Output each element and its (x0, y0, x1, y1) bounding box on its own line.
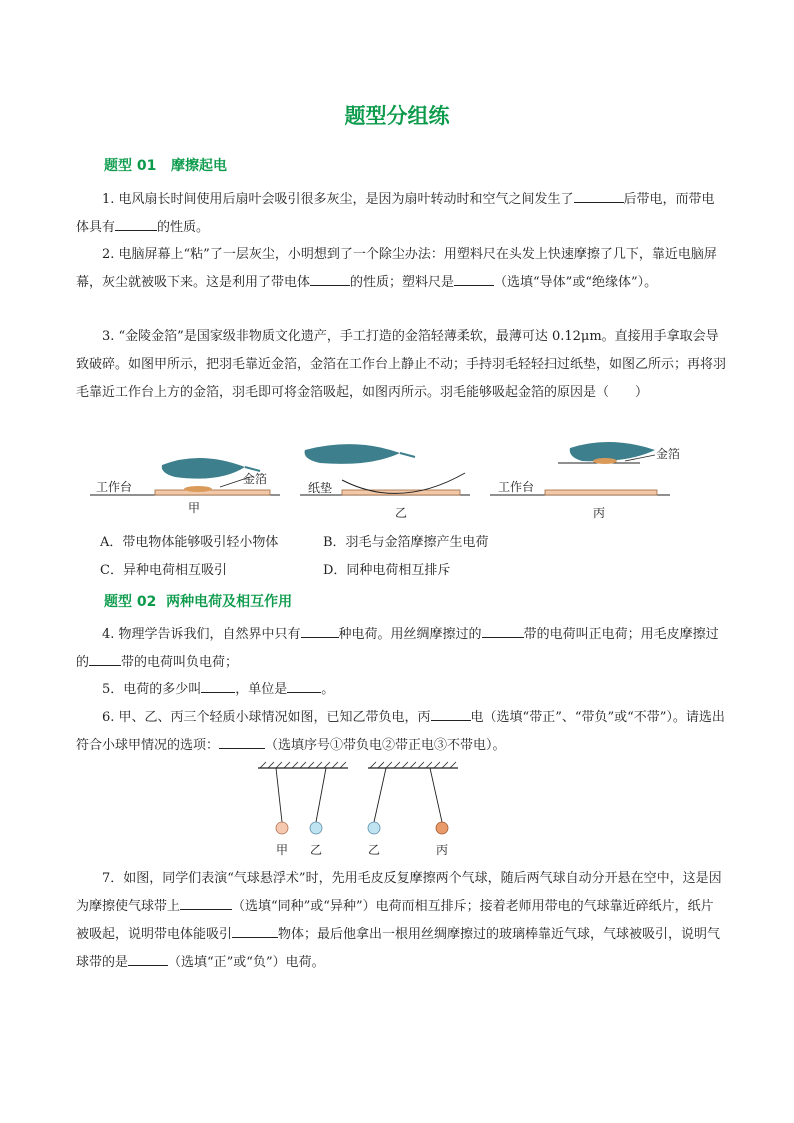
worktable-jia (155, 490, 270, 495)
ball-bing (436, 822, 448, 834)
feather-icon (305, 444, 400, 464)
label-foil: 金箔 (656, 447, 680, 461)
question-5: 5．电荷的多少叫 ，单位是 。 (76, 676, 726, 704)
figure-bing (490, 442, 680, 520)
option-c: C．异种电荷相互吸引 (100, 563, 227, 578)
feather-icon (162, 458, 245, 479)
label-worktable: 工作台 (96, 480, 133, 494)
figure-jia (90, 458, 280, 515)
question-7: 7．如图，同学们表演“气球悬浮术”时，先用毛皮反复摩擦两个气球，随后两气球自动分开悬在空中，这是因为摩擦使气球带上 （选填“同种”或“异种”）电荷而相互排斥；接着老师用带电的气球靠近碎纸片，纸片被吸起，说明带电体能吸引 物体；最后他拿出一根用丝绸摩擦过的玻璃棒靠近气球，气球被吸引，说明气球带的是 （选填“正”或“负”）电荷。 (76, 871, 722, 970)
section-label: 题型 01 (104, 158, 157, 174)
paper-pad (342, 490, 460, 495)
label-worktable: 工作台 (498, 480, 535, 494)
worktable-bing (545, 490, 657, 495)
support-left (258, 762, 348, 857)
label-ball-bing: 丙 (436, 843, 449, 857)
ball-yi-2 (368, 822, 380, 834)
section-name: 摩擦起电 (170, 158, 227, 174)
ball-jia (276, 822, 288, 834)
section-heading-2 (104, 591, 292, 611)
label-foil: 金箔 (243, 472, 268, 486)
section-label: 题型 02 (104, 594, 157, 610)
question-4: 4. 物理学告诉我们，自然界中只有 种电荷。用丝绸摩擦过的 带的电荷叫正电荷；用毛皮摩擦过的 带的电荷叫负电荷； (76, 621, 726, 677)
option-a: A．带电物体能够吸引轻小物体 (100, 535, 279, 550)
foil-bing (593, 458, 617, 464)
section-heading-1 (104, 155, 227, 175)
section-name: 两种电荷及相互作用 (166, 594, 293, 610)
figure-hanging-balls (250, 760, 470, 860)
question-2: 2. 电脑屏幕上“粘”了一层灰尘，小明想到了一个除尘办法：用塑料尺在头发上快速摩擦了几下，靠近电脑屏幕，灰尘就被吸下来。这是利用了带电体 的性质；塑料尺是 （选填“导体”或“绝缘体”）。 (76, 247, 717, 290)
question-1: 1. 电风扇长时间使用后扇叶会吸引很多灰尘，是因为扇叶转动时和空气之间发生了 后带电，而带电体具有 的性质。 (76, 186, 726, 242)
label-paper-pad: 纸垫 (308, 481, 333, 495)
page-title: 题型分组练 (344, 104, 450, 128)
caption-bing: 丙 (593, 506, 606, 520)
label-ball-yi-2: 乙 (368, 843, 381, 857)
label-ball-jia: 甲 (276, 843, 289, 857)
label-ball-yi: 乙 (310, 843, 323, 857)
support-right (368, 762, 458, 857)
ball-yi (310, 822, 322, 834)
question-3: 3. “金陵金箔”是国家级非物质文化遗产，手工打造的金箔轻薄柔软，最薄可达 0.12μm。直接用手拿取会导致破碎。如图甲所示，把羽毛靠近金箔，金箔在工作台上静止不动；手持羽毛轻轻扫过纸垫，如图乙所示；再将羽毛靠近工作台上方的金箔，羽毛即可将金箔吸起，如图丙所示。羽毛能够吸起金箔的原因是（ ） (76, 329, 727, 400)
option-b: B．羽毛与金箔摩擦产生电荷 (323, 535, 489, 550)
caption-yi: 乙 (395, 506, 408, 520)
feather-icon (570, 442, 655, 461)
option-d: D．同种电荷相互排斥 (323, 563, 451, 578)
caption-jia: 甲 (188, 501, 201, 515)
question-6: 6. 甲、乙、丙三个轻质小球情况如图，已知乙带负电，丙 电（选填“带正”、“带负”或“不带”）。请选出符合小球甲情况的选项： （选填序号①带负电②带正电③不带电）。 (76, 704, 726, 760)
figure-yi (300, 444, 470, 520)
foil-jia (184, 486, 212, 492)
figure-feather-foil (80, 435, 680, 525)
